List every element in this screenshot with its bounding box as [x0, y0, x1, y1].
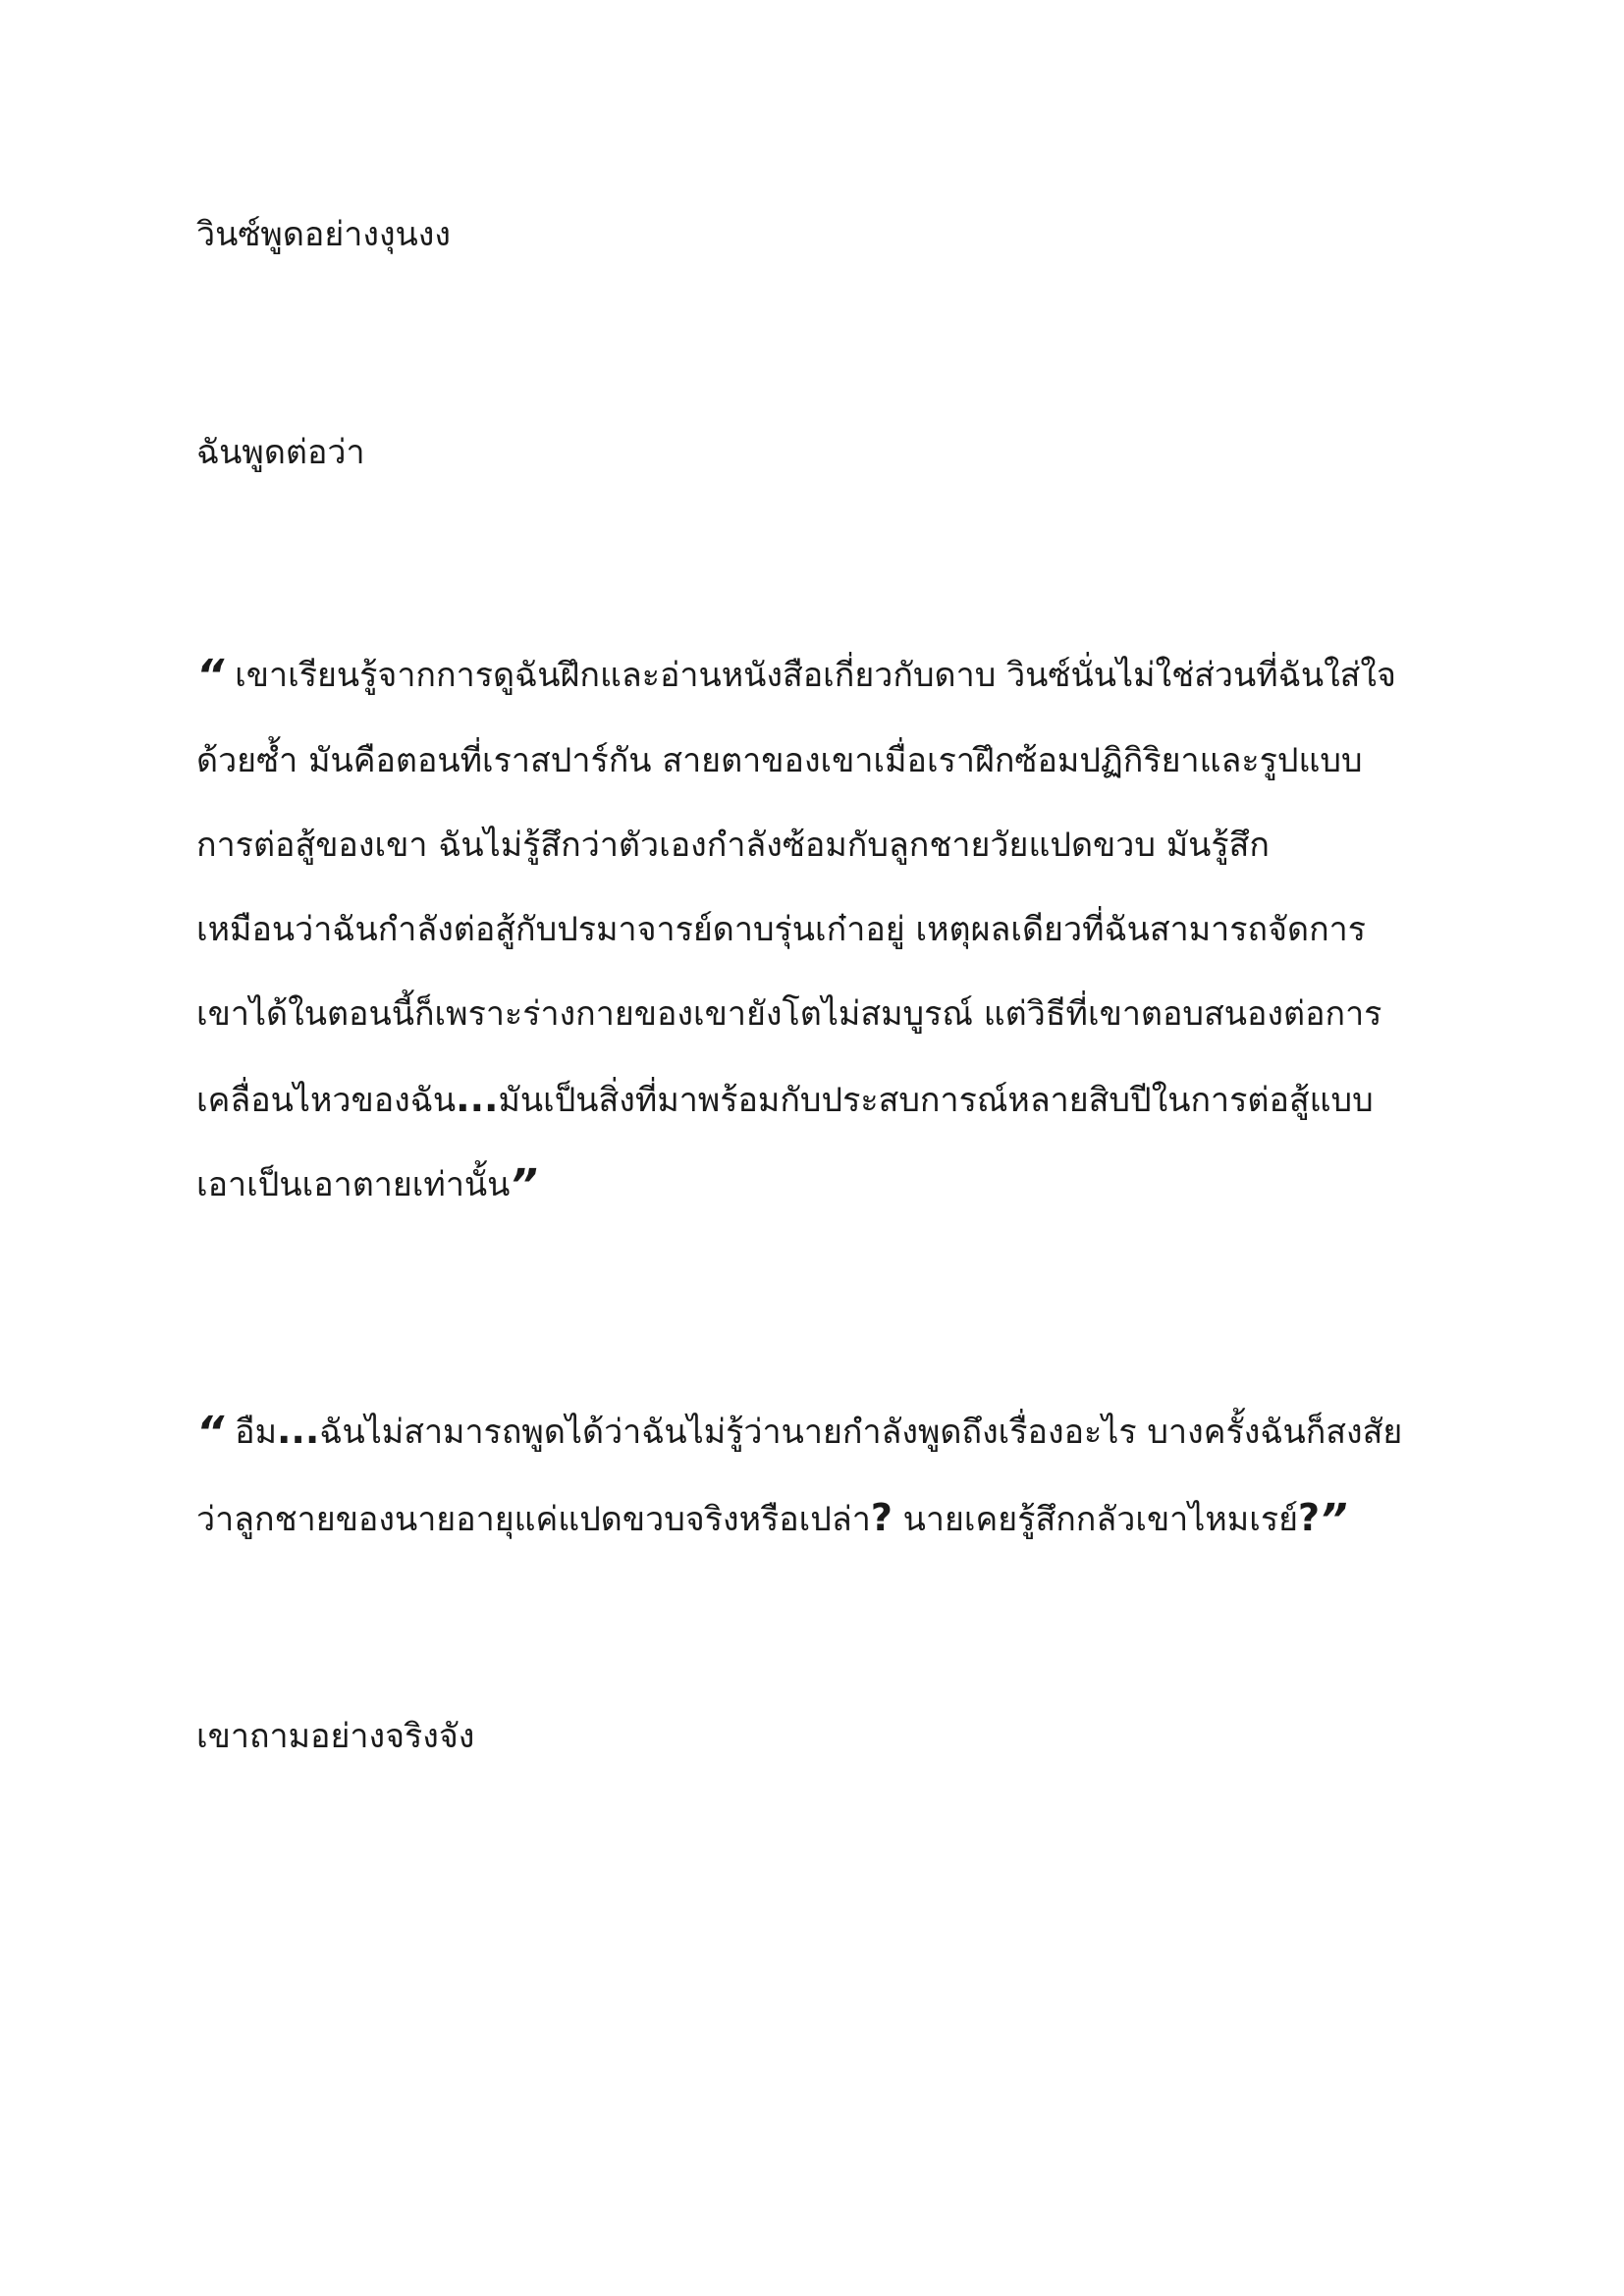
text-line — [196, 633, 1434, 719]
text-line: วินซ์พูดอย่างงุนงง — [196, 215, 451, 254]
ellipsis: ... — [456, 1077, 499, 1120]
text-line: เขาถามอย่างจริงจัง — [196, 1717, 475, 1756]
dialogue-text: เขาเรียนรู้จากการดูฉันฝึกและอ่านหนังสือเกี่ยวกับดาบ วินซ์นั่นไม่ใช่ส่วนที่ฉันใส่ใจ — [224, 656, 1396, 695]
dialogue-text: เคลื่อนไหวของฉัน — [196, 1081, 457, 1120]
ellipsis: ... — [276, 1409, 320, 1452]
question-mark: ? — [870, 1496, 893, 1539]
text-line: ฉันพูดต่อว่า — [196, 433, 365, 472]
close-quote: ” — [1320, 1495, 1348, 1545]
text-line — [196, 1388, 1434, 1475]
paragraph-narration-3 — [196, 1694, 1434, 1779]
text-line — [196, 1143, 1434, 1228]
paragraph-narration-2 — [196, 410, 1434, 495]
dialogue-text: เอาเป็นเอาตายเท่านั้น — [196, 1165, 511, 1204]
open-quote: “ — [196, 1408, 225, 1458]
close-quote: ” — [510, 1160, 538, 1210]
paragraph-dialogue-2 — [196, 1388, 1434, 1563]
text-line: ด้วยซ้ำ มันคือตอนที่เราสปาร์กัน สายตาของเขาเมื่อเราฝึกซ้อมปฏิกิริยาและรูปแบบ — [196, 741, 1363, 780]
dialogue-text: นายเคยรู้สึกกลัวเขาไหมเรย์ — [892, 1500, 1299, 1539]
dialogue-text: อืม — [224, 1413, 277, 1452]
question-mark: ? — [1298, 1496, 1321, 1539]
text-line: การต่อสู้ของเขา ฉันไม่รู้สึกว่าตัวเองกำลังซ้อมกับลูกชายวัยแปดขวบ มันรู้สึก — [196, 826, 1270, 865]
paragraph-narration-1 — [196, 192, 1434, 277]
text-line — [196, 1056, 1434, 1143]
text-line: เขาได้ในตอนนี้ก็เพราะร่างกายของเขายังโตไม่สมบูรณ์ แต่วิธีที่เขาตอบสนองต่อการ — [196, 994, 1382, 1034]
dialogue-text: ว่าลูกชายของนายอายุแค่แปดขวบจริงหรือเปล่า — [196, 1500, 871, 1539]
paragraph-dialogue-1 — [196, 633, 1434, 1228]
dialogue-text: มันเป็นสิ่งที่มาพร้อมกับประสบการณ์หลายสิบปีในการต่อสู้แบบ — [498, 1081, 1374, 1120]
text-line — [196, 1475, 1434, 1563]
text-line: เหมือนว่าฉันกำลังต่อสู้กับปรมาจารย์ดาบรุ่นเก๋าอยู่ เหตุผลเดียวที่ฉันสามารถจัดการ — [196, 910, 1367, 949]
open-quote: “ — [196, 651, 225, 701]
dialogue-text: ฉันไม่สามารถพูดได้ว่าฉันไม่รู้ว่านายกำลังพูดถึงเรื่องอะไร บางครั้งฉันก็สงสัย — [319, 1413, 1403, 1452]
